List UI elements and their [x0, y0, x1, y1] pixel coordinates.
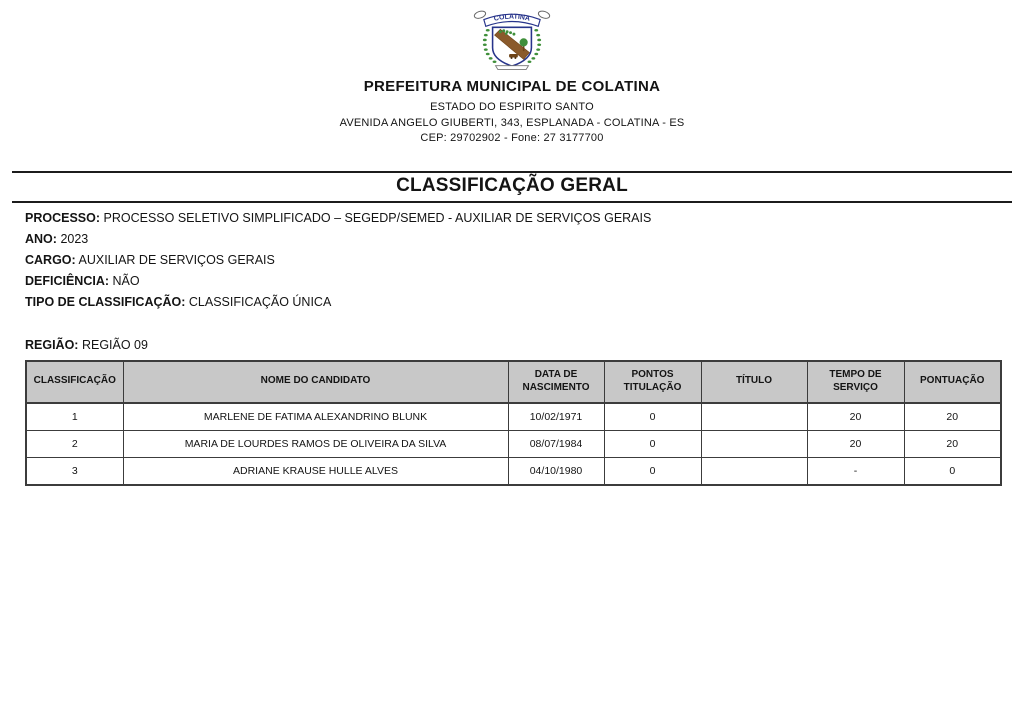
- logo-banner-text: COLATINA: [493, 13, 531, 23]
- cell-tempo-de-servico: 20: [807, 403, 904, 431]
- meta-ano: [25, 233, 1024, 246]
- cell-classificacao: 1: [26, 403, 123, 431]
- contact-line: CEP: 29702902 - Fone: 27 3177700: [420, 132, 604, 144]
- meta-cargo-label: CARGO:: [25, 253, 76, 267]
- meta-tipo-classificacao: [25, 296, 1024, 309]
- cell-titulo: [701, 430, 807, 457]
- meta-deficiencia-label: DEFICIÊNCIA:: [25, 274, 110, 288]
- column-header-classificacao: CLASSIFICAÇÃO: [26, 361, 123, 403]
- coat-of-arms-logo: [0, 5, 1024, 71]
- meta-processo: [25, 212, 1024, 225]
- title-band: [12, 171, 1012, 203]
- state-line: ESTADO DO ESPIRITO SANTO: [430, 101, 594, 113]
- cell-nome-do-candidato: MARLENE DE FATIMA ALEXANDRINO BLUNK: [123, 403, 508, 431]
- table-header-row: [26, 361, 1001, 403]
- cell-titulo: [701, 457, 807, 485]
- table-row: [26, 430, 1001, 457]
- cell-pontuacao: 20: [904, 403, 1001, 431]
- column-header-data-de-nascimento: DATA DE NASCIMENTO: [508, 361, 604, 403]
- cell-titulo: [701, 403, 807, 431]
- colatina-crest-icon: [463, 5, 561, 71]
- address-line: AVENIDA ANGELO GIUBERTI, 343, ESPLANADA - COLATINA - ES: [339, 116, 685, 129]
- meta-tipo-classificacao-label: TIPO DE CLASSIFICAÇÃO:: [25, 295, 186, 309]
- meta-processo-label: PROCESSO:: [25, 211, 101, 225]
- meta-deficiencia: [25, 275, 1024, 288]
- table-row: [26, 403, 1001, 431]
- cell-data-de-nascimento: 04/10/1980: [508, 457, 604, 485]
- cell-data-de-nascimento: 10/02/1971: [508, 403, 604, 431]
- column-header-nome-do-candidato: NOME DO CANDIDATO: [123, 361, 508, 403]
- cell-classificacao: 2: [26, 430, 123, 457]
- column-header-pontuacao: PONTUAÇÃO: [904, 361, 1001, 403]
- cell-classificacao: 3: [26, 457, 123, 485]
- cell-nome-do-candidato: MARIA DE LOURDES RAMOS DE OLIVEIRA DA SILVA: [123, 430, 508, 457]
- classification-table: [25, 360, 1002, 486]
- meta-tipo-classificacao-value: CLASSIFICAÇÃO ÚNICA: [188, 295, 332, 309]
- column-header-titulo: TÍTULO: [701, 361, 807, 403]
- cell-tempo-de-servico: 20: [807, 430, 904, 457]
- cell-data-de-nascimento: 08/07/1984: [508, 430, 604, 457]
- cell-tempo-de-servico: -: [807, 457, 904, 485]
- meta-cargo-value: AUXILIAR DE SERVIÇOS GERAIS: [78, 253, 275, 267]
- table-row: [26, 457, 1001, 485]
- meta-regiao: [25, 339, 1024, 352]
- cell-pontuacao: 0: [904, 457, 1001, 485]
- column-header-pontos-titulacao: PONTOS TITULAÇÃO: [604, 361, 701, 403]
- meta-ano-value: 2023: [60, 232, 89, 246]
- cell-pontos-titulacao: 0: [604, 403, 701, 431]
- metadata-block: [25, 212, 1024, 351]
- meta-deficiencia-value: NÃO: [112, 274, 140, 288]
- cell-pontos-titulacao: 0: [604, 430, 701, 457]
- table-body: [26, 403, 1001, 485]
- cell-pontuacao: 20: [904, 430, 1001, 457]
- meta-regiao-label: REGIÃO:: [25, 337, 79, 352]
- meta-processo-value: PROCESSO SELETIVO SIMPLIFICADO – SEGEDP/SEMED - AUXILIAR DE SERVIÇOS GERAIS: [103, 211, 652, 225]
- page-title: CLASSIFICAÇÃO GERAL: [396, 175, 628, 196]
- meta-cargo: [25, 254, 1024, 267]
- column-header-tempo-de-servico: TEMPO DE SERVIÇO: [807, 361, 904, 403]
- document-header: [0, 0, 1024, 144]
- table-header: [26, 361, 1001, 403]
- cell-pontos-titulacao: 0: [604, 457, 701, 485]
- org-name: PREFEITURA MUNICIPAL DE COLATINA: [363, 78, 661, 95]
- meta-regiao-value: REGIÃO 09: [81, 337, 148, 352]
- meta-ano-label: ANO:: [25, 232, 57, 246]
- cell-nome-do-candidato: ADRIANE KRAUSE HULLE ALVES: [123, 457, 508, 485]
